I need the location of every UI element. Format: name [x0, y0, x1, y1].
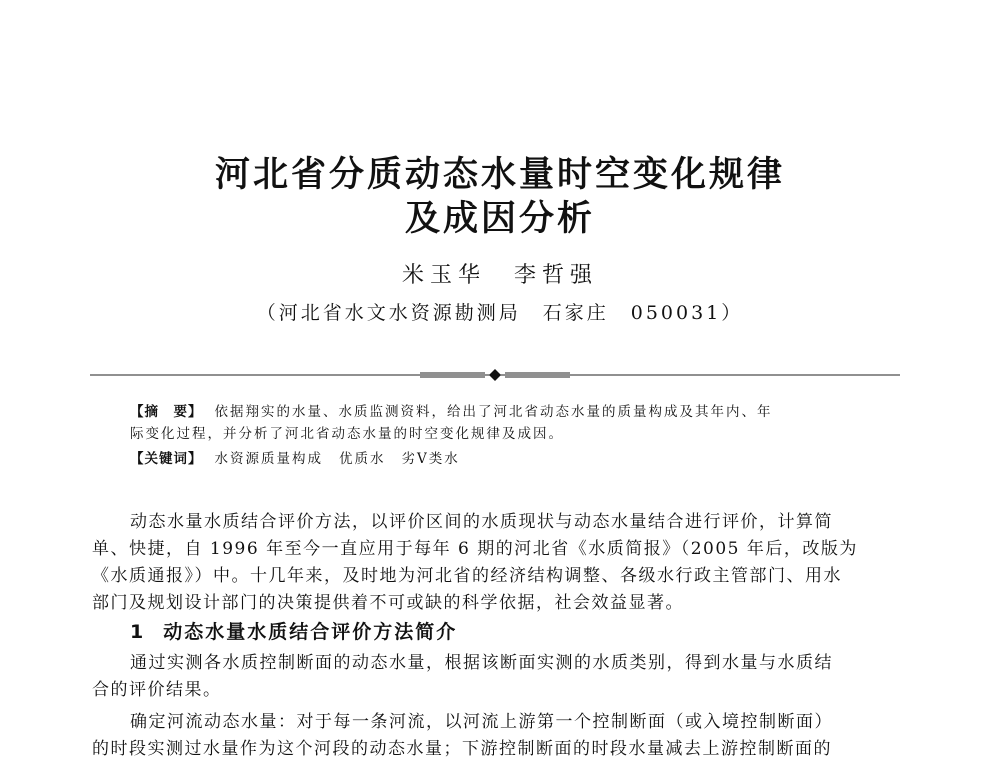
- author-2: 李哲强: [514, 263, 599, 288]
- s1-p1-line-1: 通过实测各水质控制断面的动态水量，根据该断面实测的水质类别，得到水量与水质结: [130, 653, 833, 673]
- intro-line-1: 动态水量水质结合评价方法，以评价区间的水质现状与动态水量结合进行评价，计算简: [130, 512, 833, 532]
- abstract-text-2: 际变化过程，并分析了河北省动态水量的时空变化规律及成因。: [130, 426, 564, 442]
- keyword-2: 优质水: [339, 451, 386, 467]
- author-1: 米玉华: [401, 263, 486, 288]
- abstract-text-1: 依据翔实的水量、水质监测资料，给出了河北省动态水量的质量构成及其年内、年: [214, 404, 773, 420]
- intro-line-3: 《水质通报》）中。十几年来，及时地为河北省的经济结构调整、各级水行政主管部门、用水: [92, 566, 842, 586]
- section-1-number: 1: [130, 621, 146, 643]
- paper-title-line-2: 及成因分析: [404, 199, 595, 239]
- affiliation-city: 石家庄: [542, 302, 609, 324]
- keyword-1: 水资源质量构成: [214, 451, 323, 467]
- diamond-icon: [489, 369, 501, 381]
- s1-p2-line-2: 的时段实测过水量作为这个河段的动态水量；下游控制断面的时段水量减去上游控制断面的: [92, 739, 832, 759]
- affiliation: [0, 300, 1000, 326]
- keywords-line: [130, 448, 890, 470]
- abstract-line-1: [130, 401, 890, 423]
- intro-line-4: 部门及规划设计部门的决策提供着不可或缺的科学依据，社会效益显著。: [92, 593, 684, 613]
- s1-p2-line-1: 确定河流动态水量：对于每一条河流，以河流上游第一个控制断面（或入境控制断面）: [130, 712, 833, 732]
- paper-title-line-1: 河北省分质动态水量时空变化规律: [214, 155, 785, 195]
- keywords-label: 【关键词】: [130, 451, 203, 467]
- section-1-title: 动态水量水质结合评价方法简介: [163, 621, 458, 643]
- section-1-heading: [130, 618, 457, 646]
- abstract-label: 【摘 要】: [130, 404, 203, 420]
- ornamental-divider: [90, 368, 900, 382]
- s1-p1-line-2: 合的评价结果。: [92, 680, 222, 700]
- authors: [0, 262, 1000, 290]
- keyword-3: 劣Ⅴ类水: [401, 451, 460, 467]
- affiliation-org: （河北省水文水资源勘测局: [256, 302, 521, 324]
- abstract-line-2: [130, 423, 890, 445]
- affiliation-postcode: 050031）: [630, 302, 744, 324]
- intro-line-2: 单、快捷，自 1996 年至今一直应用于每年 6 期的河北省《水质简报》（2005 年后，改版为: [92, 539, 858, 559]
